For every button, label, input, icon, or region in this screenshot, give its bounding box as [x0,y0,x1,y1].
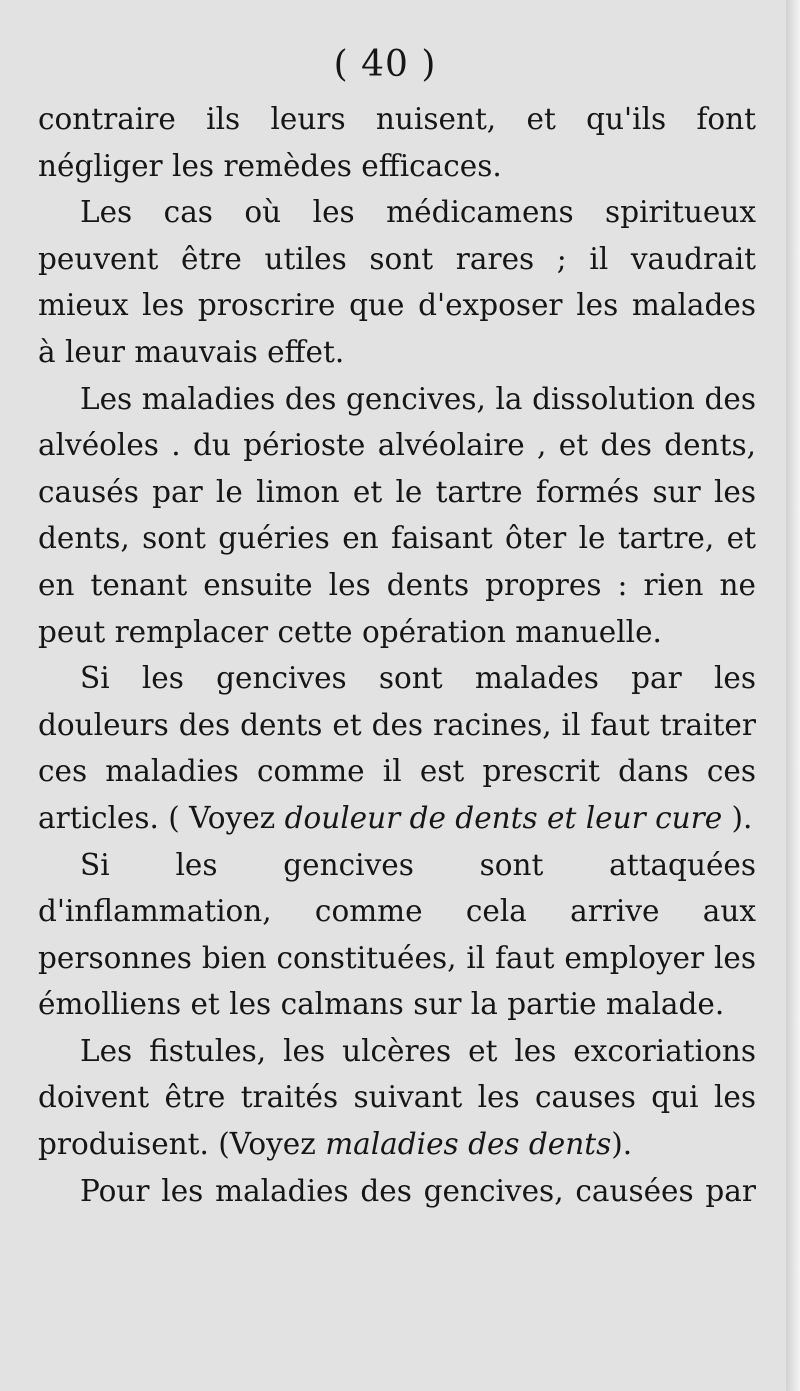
paragraph-continues-next-page: Pour les maladies des gencives, causées par [80,1173,756,1208]
paragraph-tooth-pain-reference [38,655,756,841]
paragraph-text: ). [611,1127,633,1162]
cross-reference-italic: douleur de dents et leur cure [284,800,723,835]
page-number: ( 40 ) [333,44,437,85]
paragraph-text: Si les gencives sont malades par les douleurs des dents et des racines, il faut traiter ces maladies comme il est prescrit dans ces articles. ( Voyez [38,661,756,835]
page-edge-shadow [786,0,800,1391]
paragraph-text: Les fistules, les ulcères et les excoriations doivent être traités suivant les causes qui les produisent. (Voyez [38,1033,756,1162]
paragraph-spirituous-medicines: Les cas où les médicamens spiritueux peuvent être utiles sont rares ; il vaudrait mieux les proscrire que d'exposer les malades à leur mauvais effet. [38,195,756,369]
cross-reference-italic: maladies des dents [325,1127,612,1162]
paragraph-continuation: contraire ils leurs nuisent, et qu'ils font négliger les remèdes efficaces. [38,102,756,183]
body-text [38,96,756,1214]
paragraph-inflammation: Si les gencives sont attaquées d'inflammation, comme cela arrive aux personnes bien constituées, il faut employer les émolliens et les calmans sur la partie malade. [38,847,756,1022]
paragraph-text: ). [722,800,753,835]
paragraph-gum-diseases-tartar: Les maladies des gencives, la dissolution des alvéoles . du périoste alvéolaire , et des dents, causés par le limon et le tartre formés sur les dents, sont guéries en faisant ôter le tartre, et en tenant ensuite les dents propres : rien ne peut remplacer cette opération manuelle. [38,381,756,649]
paragraph-fistulas-ulcers [38,1028,756,1168]
